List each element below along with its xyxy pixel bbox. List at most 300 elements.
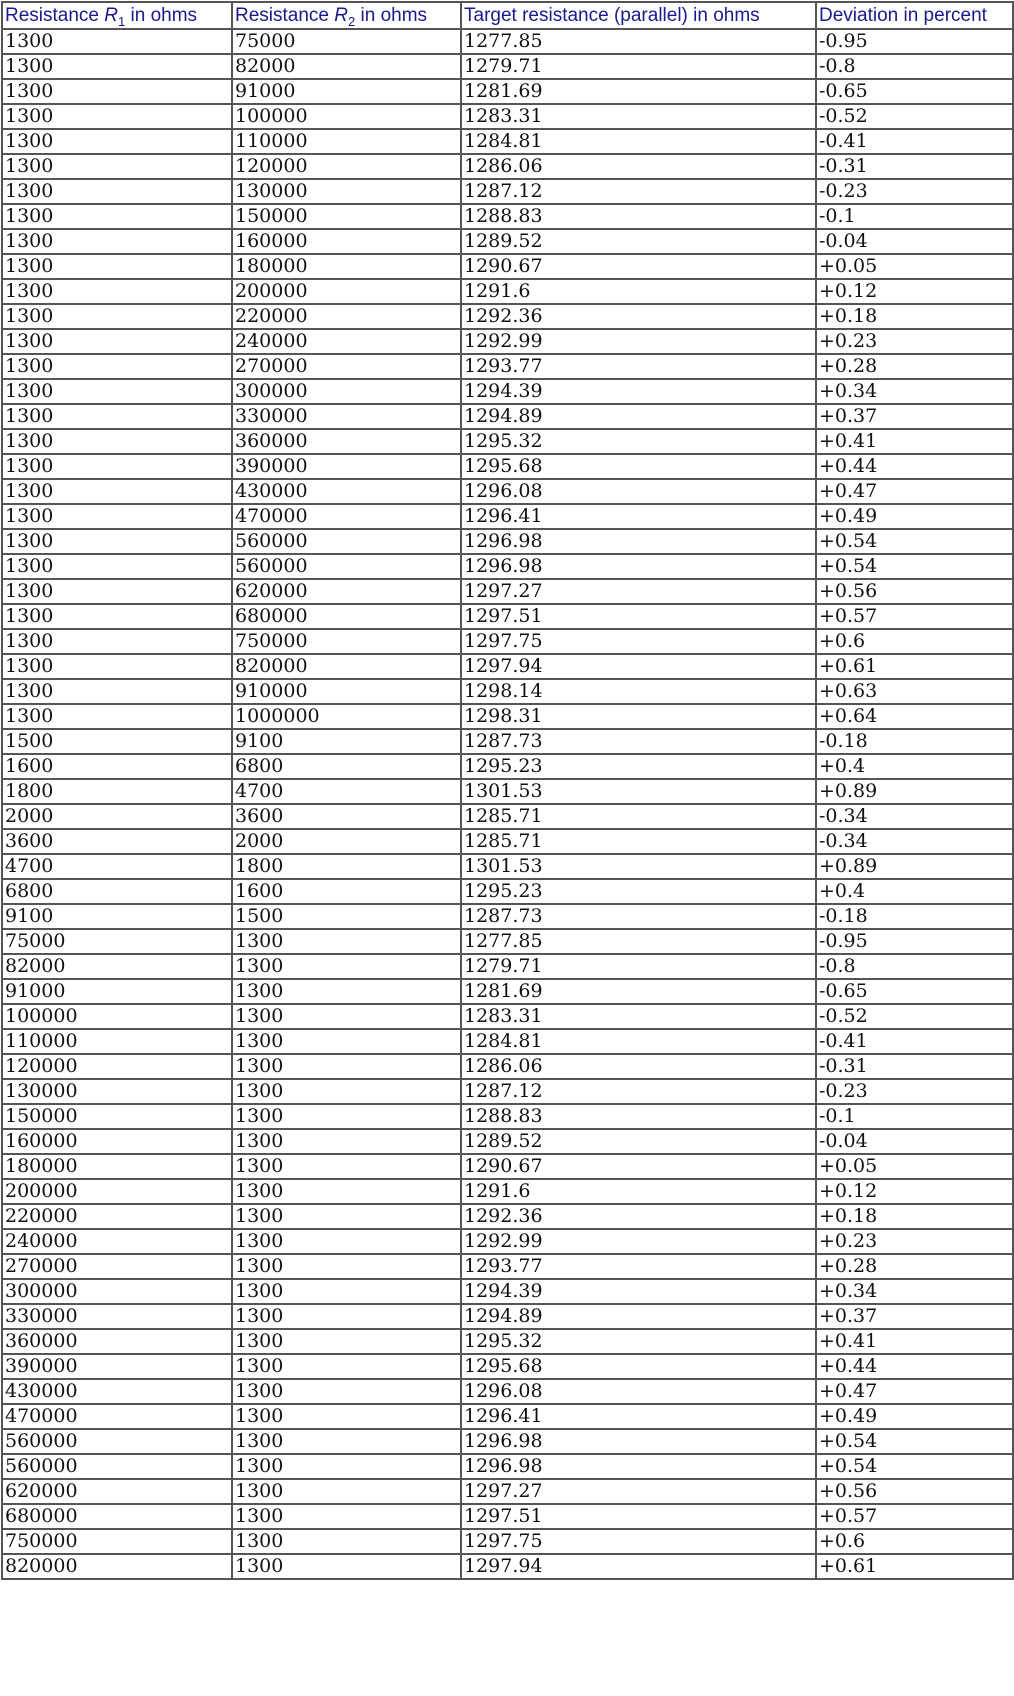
cell-r2: 1300	[232, 1279, 461, 1304]
cell-r2: 1300	[232, 1229, 461, 1254]
cell-target-resistance: 1301.53	[461, 854, 816, 879]
cell-r1: 680000	[2, 1504, 232, 1529]
header-r2-symbol: R	[334, 5, 349, 26]
cell-deviation: +0.56	[816, 1479, 1013, 1504]
table-row	[2, 929, 1013, 954]
header-r1-symbol: R	[104, 5, 119, 26]
cell-r1: 1300	[2, 454, 232, 479]
cell-deviation: -0.31	[816, 1054, 1013, 1079]
cell-target-resistance: 1297.27	[461, 579, 816, 604]
cell-deviation: +0.47	[816, 1379, 1013, 1404]
cell-r1: 1300	[2, 54, 232, 79]
cell-r2: 1300	[232, 1454, 461, 1479]
cell-target-resistance: 1287.12	[461, 179, 816, 204]
cell-r1: 300000	[2, 1279, 232, 1304]
header-r1-prefix: Resistance	[5, 5, 105, 26]
cell-target-resistance: 1294.39	[461, 379, 816, 404]
cell-r2: 1300	[232, 1329, 461, 1354]
cell-target-resistance: 1301.53	[461, 779, 816, 804]
cell-r1: 1500	[2, 729, 232, 754]
cell-target-resistance: 1291.6	[461, 279, 816, 304]
table-row	[2, 904, 1013, 929]
cell-target-resistance: 1279.71	[461, 54, 816, 79]
table-row	[2, 1029, 1013, 1054]
cell-r1: 240000	[2, 1229, 232, 1254]
cell-deviation: +0.18	[816, 304, 1013, 329]
table-row	[2, 1404, 1013, 1429]
cell-r1: 6800	[2, 879, 232, 904]
table-row	[2, 429, 1013, 454]
cell-r2: 1600	[232, 879, 461, 904]
cell-deviation: -0.52	[816, 104, 1013, 129]
cell-r2: 1300	[232, 1429, 461, 1454]
cell-target-resistance: 1295.32	[461, 429, 816, 454]
cell-r2: 300000	[232, 379, 461, 404]
cell-deviation: -0.1	[816, 1104, 1013, 1129]
cell-r2: 820000	[232, 654, 461, 679]
cell-r2: 1800	[232, 854, 461, 879]
cell-deviation: -0.31	[816, 154, 1013, 179]
table-body	[2, 29, 1013, 1579]
cell-r1: 1300	[2, 254, 232, 279]
header-r2-prefix: Resistance	[235, 5, 335, 26]
cell-r2: 1300	[232, 1054, 461, 1079]
cell-deviation: -0.52	[816, 1004, 1013, 1029]
cell-r2: 470000	[232, 504, 461, 529]
cell-r1: 470000	[2, 1404, 232, 1429]
header-target-resistance: Target resistance (parallel) in ohms	[461, 2, 816, 29]
cell-deviation: +0.54	[816, 1429, 1013, 1454]
cell-r1: 1300	[2, 154, 232, 179]
cell-r2: 1300	[232, 1104, 461, 1129]
cell-deviation: -0.18	[816, 904, 1013, 929]
cell-target-resistance: 1287.12	[461, 1079, 816, 1104]
cell-target-resistance: 1295.68	[461, 1354, 816, 1379]
cell-r1: 160000	[2, 1129, 232, 1154]
cell-r2: 130000	[232, 179, 461, 204]
cell-deviation: -0.41	[816, 1029, 1013, 1054]
cell-r1: 1300	[2, 179, 232, 204]
cell-target-resistance: 1279.71	[461, 954, 816, 979]
cell-r2: 110000	[232, 129, 461, 154]
cell-r2: 180000	[232, 254, 461, 279]
table-row	[2, 579, 1013, 604]
cell-r2: 3600	[232, 804, 461, 829]
cell-r2: 1300	[232, 1404, 461, 1429]
table-row	[2, 29, 1013, 54]
cell-r1: 1600	[2, 754, 232, 779]
cell-target-resistance: 1297.27	[461, 1479, 816, 1504]
cell-r2: 390000	[232, 454, 461, 479]
cell-r1: 1300	[2, 279, 232, 304]
table-row	[2, 529, 1013, 554]
table-row	[2, 254, 1013, 279]
cell-r2: 1300	[232, 1079, 461, 1104]
cell-target-resistance: 1281.69	[461, 979, 816, 1004]
cell-target-resistance: 1297.75	[461, 629, 816, 654]
cell-deviation: +0.47	[816, 479, 1013, 504]
cell-target-resistance: 1290.67	[461, 1154, 816, 1179]
cell-r2: 910000	[232, 679, 461, 704]
table-row	[2, 629, 1013, 654]
cell-deviation: -0.04	[816, 229, 1013, 254]
cell-deviation: +0.12	[816, 279, 1013, 304]
cell-r2: 270000	[232, 354, 461, 379]
cell-deviation: +0.37	[816, 1304, 1013, 1329]
header-row	[2, 2, 1013, 29]
table-row	[2, 829, 1013, 854]
cell-deviation: -0.95	[816, 29, 1013, 54]
cell-deviation: +0.34	[816, 1279, 1013, 1304]
cell-target-resistance: 1285.71	[461, 829, 816, 854]
cell-target-resistance: 1297.75	[461, 1529, 816, 1554]
table-row	[2, 754, 1013, 779]
table-row	[2, 854, 1013, 879]
cell-r1: 200000	[2, 1179, 232, 1204]
cell-r1: 1300	[2, 554, 232, 579]
cell-target-resistance: 1297.51	[461, 1504, 816, 1529]
cell-r1: 560000	[2, 1429, 232, 1454]
cell-deviation: +0.61	[816, 1554, 1013, 1579]
cell-r2: 1300	[232, 1354, 461, 1379]
table-row	[2, 1154, 1013, 1179]
cell-deviation: +0.49	[816, 504, 1013, 529]
cell-r2: 560000	[232, 554, 461, 579]
cell-r2: 75000	[232, 29, 461, 54]
table-row	[2, 304, 1013, 329]
cell-target-resistance: 1292.99	[461, 329, 816, 354]
cell-r2: 82000	[232, 54, 461, 79]
cell-deviation: +0.05	[816, 254, 1013, 279]
cell-deviation: +0.57	[816, 1504, 1013, 1529]
cell-r2: 1300	[232, 1204, 461, 1229]
cell-target-resistance: 1296.41	[461, 1404, 816, 1429]
cell-r2: 1300	[232, 1179, 461, 1204]
table-row	[2, 1179, 1013, 1204]
cell-deviation: +0.28	[816, 354, 1013, 379]
cell-target-resistance: 1296.98	[461, 1454, 816, 1479]
cell-deviation: -0.04	[816, 1129, 1013, 1154]
header-r2-suffix: in ohms	[355, 5, 428, 26]
cell-deviation: +0.64	[816, 704, 1013, 729]
resistor-combination-table	[1, 1, 1014, 1580]
table-row	[2, 1354, 1013, 1379]
cell-r2: 120000	[232, 154, 461, 179]
cell-r1: 1300	[2, 379, 232, 404]
cell-deviation: -0.34	[816, 829, 1013, 854]
cell-target-resistance: 1297.51	[461, 604, 816, 629]
cell-r1: 1300	[2, 29, 232, 54]
cell-r1: 1300	[2, 479, 232, 504]
cell-r1: 91000	[2, 979, 232, 1004]
cell-target-resistance: 1277.85	[461, 29, 816, 54]
table-row	[2, 1554, 1013, 1579]
cell-r2: 1500	[232, 904, 461, 929]
cell-r2: 100000	[232, 104, 461, 129]
cell-r2: 1300	[232, 979, 461, 1004]
table-row	[2, 679, 1013, 704]
cell-deviation: +0.6	[816, 1529, 1013, 1554]
table-header	[2, 2, 1013, 29]
cell-target-resistance: 1294.39	[461, 1279, 816, 1304]
table-row	[2, 479, 1013, 504]
table-row	[2, 229, 1013, 254]
cell-r1: 100000	[2, 1004, 232, 1029]
table-row	[2, 704, 1013, 729]
cell-deviation: -0.23	[816, 1079, 1013, 1104]
cell-deviation: +0.63	[816, 679, 1013, 704]
cell-r1: 1300	[2, 404, 232, 429]
cell-deviation: +0.4	[816, 879, 1013, 904]
header-resistance-r2	[232, 2, 461, 29]
cell-r2: 750000	[232, 629, 461, 654]
cell-r2: 1000000	[232, 704, 461, 729]
cell-r2: 680000	[232, 604, 461, 629]
cell-deviation: -0.34	[816, 804, 1013, 829]
cell-deviation: +0.61	[816, 654, 1013, 679]
table-row	[2, 1529, 1013, 1554]
cell-target-resistance: 1296.08	[461, 1379, 816, 1404]
table-row	[2, 79, 1013, 104]
cell-r1: 2000	[2, 804, 232, 829]
cell-r1: 1300	[2, 354, 232, 379]
cell-deviation: +0.23	[816, 329, 1013, 354]
table-row	[2, 1129, 1013, 1154]
cell-deviation: +0.54	[816, 554, 1013, 579]
cell-target-resistance: 1288.83	[461, 1104, 816, 1129]
cell-target-resistance: 1281.69	[461, 79, 816, 104]
cell-r1: 3600	[2, 829, 232, 854]
header-r2-subscript: 2	[348, 13, 356, 29]
cell-target-resistance: 1296.98	[461, 1429, 816, 1454]
cell-target-resistance: 1295.32	[461, 1329, 816, 1354]
cell-r2: 1300	[232, 1304, 461, 1329]
cell-deviation: -0.18	[816, 729, 1013, 754]
cell-r1: 750000	[2, 1529, 232, 1554]
cell-r2: 240000	[232, 329, 461, 354]
header-r1-subscript: 1	[118, 13, 126, 29]
cell-target-resistance: 1295.23	[461, 879, 816, 904]
cell-target-resistance: 1286.06	[461, 1054, 816, 1079]
cell-r2: 1300	[232, 1029, 461, 1054]
table-row	[2, 779, 1013, 804]
cell-r1: 75000	[2, 929, 232, 954]
cell-target-resistance: 1293.77	[461, 354, 816, 379]
cell-r2: 200000	[232, 279, 461, 304]
table-row	[2, 1479, 1013, 1504]
cell-r1: 330000	[2, 1304, 232, 1329]
table-row	[2, 604, 1013, 629]
table-row	[2, 154, 1013, 179]
cell-r2: 1300	[232, 1379, 461, 1404]
header-deviation: Deviation in percent	[816, 2, 1013, 29]
cell-r1: 9100	[2, 904, 232, 929]
cell-target-resistance: 1284.81	[461, 1029, 816, 1054]
cell-target-resistance: 1296.98	[461, 554, 816, 579]
table-row	[2, 1429, 1013, 1454]
table-row	[2, 1004, 1013, 1029]
cell-target-resistance: 1290.67	[461, 254, 816, 279]
cell-r1: 1300	[2, 79, 232, 104]
cell-r2: 1300	[232, 1504, 461, 1529]
table-row	[2, 1079, 1013, 1104]
cell-target-resistance: 1286.06	[461, 154, 816, 179]
cell-r2: 1300	[232, 1254, 461, 1279]
cell-r1: 1300	[2, 429, 232, 454]
table-row	[2, 879, 1013, 904]
header-resistance-r1	[2, 2, 232, 29]
cell-target-resistance: 1297.94	[461, 1554, 816, 1579]
cell-r2: 1300	[232, 1004, 461, 1029]
cell-r1: 1300	[2, 704, 232, 729]
cell-deviation: +0.49	[816, 1404, 1013, 1429]
cell-deviation: +0.54	[816, 529, 1013, 554]
cell-deviation: +0.18	[816, 1204, 1013, 1229]
cell-deviation: +0.37	[816, 404, 1013, 429]
cell-target-resistance: 1289.52	[461, 1129, 816, 1154]
table-row	[2, 204, 1013, 229]
cell-r1: 180000	[2, 1154, 232, 1179]
cell-target-resistance: 1292.36	[461, 1204, 816, 1229]
cell-r1: 1300	[2, 679, 232, 704]
table-row	[2, 279, 1013, 304]
cell-r1: 1300	[2, 329, 232, 354]
cell-target-resistance: 1295.23	[461, 754, 816, 779]
cell-deviation: -0.8	[816, 954, 1013, 979]
cell-r2: 430000	[232, 479, 461, 504]
cell-deviation: +0.41	[816, 1329, 1013, 1354]
cell-r1: 1300	[2, 579, 232, 604]
table-row	[2, 454, 1013, 479]
cell-r1: 1300	[2, 654, 232, 679]
cell-r1: 820000	[2, 1554, 232, 1579]
table-row	[2, 1504, 1013, 1529]
cell-deviation: +0.05	[816, 1154, 1013, 1179]
cell-r2: 1300	[232, 1529, 461, 1554]
cell-r1: 110000	[2, 1029, 232, 1054]
cell-target-resistance: 1291.6	[461, 1179, 816, 1204]
table-row	[2, 504, 1013, 529]
cell-r2: 1300	[232, 1479, 461, 1504]
cell-target-resistance: 1294.89	[461, 1304, 816, 1329]
cell-r2: 4700	[232, 779, 461, 804]
cell-r2: 330000	[232, 404, 461, 429]
cell-r2: 220000	[232, 304, 461, 329]
cell-r2: 360000	[232, 429, 461, 454]
cell-deviation: +0.89	[816, 854, 1013, 879]
cell-r2: 1300	[232, 954, 461, 979]
cell-deviation: -0.8	[816, 54, 1013, 79]
cell-r1: 220000	[2, 1204, 232, 1229]
table-row	[2, 979, 1013, 1004]
cell-r2: 1300	[232, 1154, 461, 1179]
cell-r2: 9100	[232, 729, 461, 754]
table-row	[2, 1279, 1013, 1304]
cell-deviation: -0.65	[816, 979, 1013, 1004]
cell-r1: 1300	[2, 104, 232, 129]
cell-target-resistance: 1295.68	[461, 454, 816, 479]
cell-r2: 160000	[232, 229, 461, 254]
cell-r2: 560000	[232, 529, 461, 554]
cell-r2: 1300	[232, 929, 461, 954]
cell-deviation: -0.41	[816, 129, 1013, 154]
cell-r1: 4700	[2, 854, 232, 879]
cell-r1: 1300	[2, 304, 232, 329]
cell-r1: 1300	[2, 629, 232, 654]
cell-deviation: +0.4	[816, 754, 1013, 779]
cell-r1: 82000	[2, 954, 232, 979]
cell-r1: 430000	[2, 1379, 232, 1404]
cell-target-resistance: 1296.98	[461, 529, 816, 554]
header-r1-suffix: in ohms	[125, 5, 198, 26]
cell-deviation: -0.95	[816, 929, 1013, 954]
cell-r1: 560000	[2, 1454, 232, 1479]
table-row	[2, 354, 1013, 379]
cell-deviation: +0.28	[816, 1254, 1013, 1279]
cell-target-resistance: 1296.08	[461, 479, 816, 504]
cell-r1: 390000	[2, 1354, 232, 1379]
cell-r2: 91000	[232, 79, 461, 104]
cell-target-resistance: 1287.73	[461, 729, 816, 754]
cell-r2: 2000	[232, 829, 461, 854]
table-row	[2, 1204, 1013, 1229]
cell-target-resistance: 1289.52	[461, 229, 816, 254]
cell-target-resistance: 1298.31	[461, 704, 816, 729]
cell-deviation: +0.57	[816, 604, 1013, 629]
cell-r2: 1300	[232, 1129, 461, 1154]
cell-deviation: +0.23	[816, 1229, 1013, 1254]
cell-deviation: +0.54	[816, 1454, 1013, 1479]
table-row	[2, 954, 1013, 979]
table-row	[2, 554, 1013, 579]
cell-target-resistance: 1292.99	[461, 1229, 816, 1254]
cell-deviation: +0.44	[816, 454, 1013, 479]
cell-target-resistance: 1296.41	[461, 504, 816, 529]
table-row	[2, 804, 1013, 829]
table-row	[2, 1104, 1013, 1129]
table-row	[2, 729, 1013, 754]
cell-target-resistance: 1297.94	[461, 654, 816, 679]
cell-target-resistance: 1285.71	[461, 804, 816, 829]
table-row	[2, 1054, 1013, 1079]
table-row	[2, 129, 1013, 154]
table-row	[2, 404, 1013, 429]
cell-deviation: -0.23	[816, 179, 1013, 204]
cell-target-resistance: 1294.89	[461, 404, 816, 429]
cell-deviation: -0.65	[816, 79, 1013, 104]
table-row	[2, 1254, 1013, 1279]
cell-r1: 620000	[2, 1479, 232, 1504]
cell-r2: 1300	[232, 1554, 461, 1579]
cell-r2: 150000	[232, 204, 461, 229]
cell-deviation: +0.44	[816, 1354, 1013, 1379]
cell-r1: 1300	[2, 604, 232, 629]
cell-target-resistance: 1293.77	[461, 1254, 816, 1279]
cell-target-resistance: 1283.31	[461, 1004, 816, 1029]
cell-deviation: +0.12	[816, 1179, 1013, 1204]
table-row	[2, 654, 1013, 679]
cell-deviation: -0.1	[816, 204, 1013, 229]
cell-target-resistance: 1288.83	[461, 204, 816, 229]
cell-deviation: +0.41	[816, 429, 1013, 454]
cell-r2: 620000	[232, 579, 461, 604]
cell-r1: 130000	[2, 1079, 232, 1104]
table-row	[2, 379, 1013, 404]
table-row	[2, 329, 1013, 354]
cell-target-resistance: 1284.81	[461, 129, 816, 154]
table-row	[2, 1454, 1013, 1479]
table-row	[2, 54, 1013, 79]
